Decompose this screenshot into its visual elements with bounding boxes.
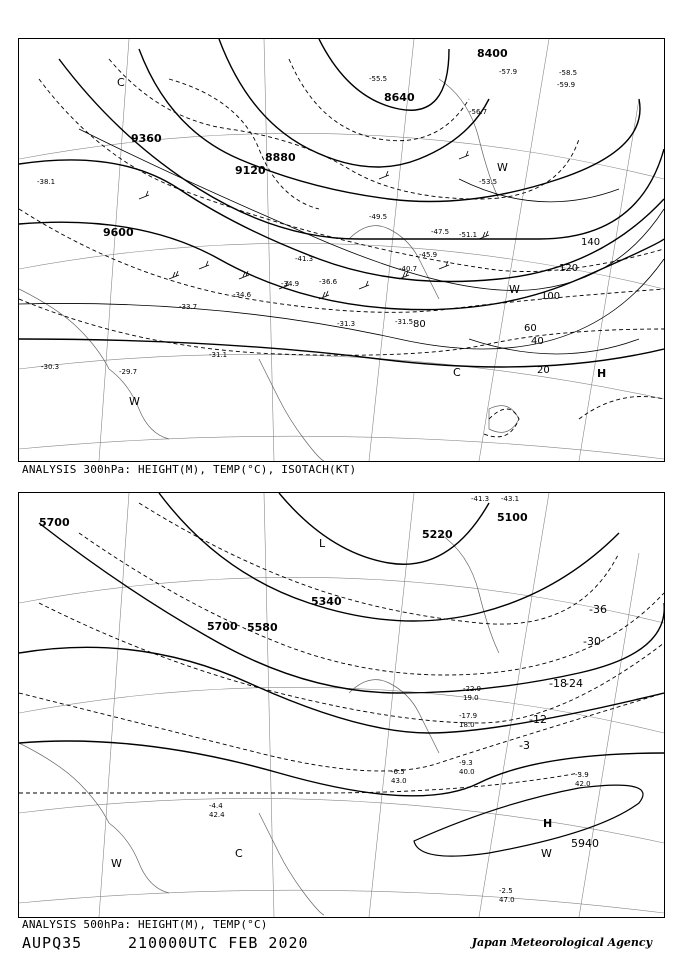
temp-label: -31.5 [395,318,414,326]
temp-label: -34.9 [281,280,300,288]
station-value: -9.3 [459,759,473,767]
temp-label: -31.3 [337,320,356,328]
caption-500hpa: ANALYSIS 500hPa: HEIGHT(M), TEMP(°C) [22,918,268,931]
station-value: 47.0 [499,896,515,904]
temp-label: -31.1 [209,351,228,359]
height-label: 5220 [422,528,453,541]
temp-label: -40.7 [399,265,418,273]
height-label: 5580 [247,621,278,634]
station-value: -2.5 [499,887,513,895]
height-label: 8400 [477,47,508,60]
temp-label: -47.5 [431,228,450,236]
agency-name: Japan Meteorological Agency [471,936,652,949]
station-value: -6.5 [391,768,405,776]
station-value: 18.0 [459,721,475,729]
station-value: 43.0 [391,777,407,785]
high-pressure-symbol: H [597,367,607,380]
temp-label: -45.9 [419,251,438,259]
isotach-label: 100 [541,291,561,302]
height-label: 8640 [384,91,415,104]
map-300hpa-canvas [19,39,664,461]
height-label: 9360 [131,132,162,145]
isotherm-label: -18 [549,677,567,690]
warm-center-symbol: W [541,847,552,860]
temp-label: -55.5 [369,75,388,83]
graticule [19,493,664,917]
warm-center-symbol: W [509,283,520,296]
temp-label: -58.5 [559,69,578,77]
station-value: 40.0 [459,768,475,776]
station-value: -43.1 [501,495,520,503]
temp-label: -29.7 [119,368,138,376]
isotach-label: 60 [524,323,537,334]
station-value: -41.3 [471,495,490,503]
cold-center-symbol: C [235,847,243,860]
map-500hpa-canvas [19,493,664,917]
bulletin-code: AUPQ35 [22,934,83,952]
chart-footer [22,934,662,954]
warm-center-symbol: W [111,857,122,870]
station-value: -17.9 [459,712,478,720]
high-pressure-symbol: H [543,817,553,830]
station-value: 19.0 [463,694,479,702]
isotherm-label: -3 [519,739,530,752]
coastline [19,533,499,915]
height-contour-5940 [414,785,643,856]
isotherm-label: -36 [589,603,607,616]
warm-center-symbol: W [497,161,508,174]
station-value: -3.9 [575,771,589,779]
height-label: 5700 [39,516,70,529]
temp-label: -33.7 [179,303,198,311]
temp-label: -59.9 [557,81,576,89]
isotherm-label: -24 [565,677,583,690]
warm-center-symbol: W [129,395,140,408]
isotach-label: 40 [531,336,544,347]
temp-label: -49.5 [369,213,388,221]
height-label: 9600 [103,226,134,239]
height-label: 9120 [235,164,266,177]
temp-label: -56.7 [469,108,488,116]
low-pressure-symbol: L [319,537,326,550]
temp-label: -57.9 [499,68,518,76]
isotherm-label: -30 [583,635,601,648]
isotach-label: 80 [413,319,426,330]
graticule [19,39,664,461]
wind-barbs [139,151,489,299]
isotherm-label: -12 [529,713,547,726]
isotach-label: 140 [581,237,601,248]
temp-label: -36.6 [319,278,338,286]
height-label: 5340 [311,595,342,608]
station-value: -22.9 [463,685,482,693]
temp-label: -51.1 [459,231,478,239]
station-value: 42.0 [575,780,591,788]
height-label: 5700 [207,620,238,633]
height-contours [19,493,664,796]
cold-center-symbol: C [117,76,125,89]
temp-label: -53.5 [479,178,498,186]
temp-label: -38.1 [37,178,56,186]
temp-label: -41.3 [295,255,314,263]
caption-300hpa: ANALYSIS 300hPa: HEIGHT(M), TEMP(°C), ISOTACH(KT) [22,463,357,476]
map-500hpa [18,492,665,918]
height-label: 5100 [497,511,528,524]
isotach-label: 20 [537,365,550,376]
valid-time: 210000UTC FEB 2020 [128,934,309,952]
height-label: 5940 [571,837,599,850]
isotach-label: 120 [559,263,579,274]
height-label: 8880 [265,151,296,164]
station-value: -4.4 [209,802,223,810]
temp-label: -30.3 [41,363,60,371]
map-300hpa [18,38,665,462]
cold-center-symbol: C [453,366,461,379]
station-value: 42.4 [209,811,225,819]
temp-label: -34.6 [233,291,252,299]
